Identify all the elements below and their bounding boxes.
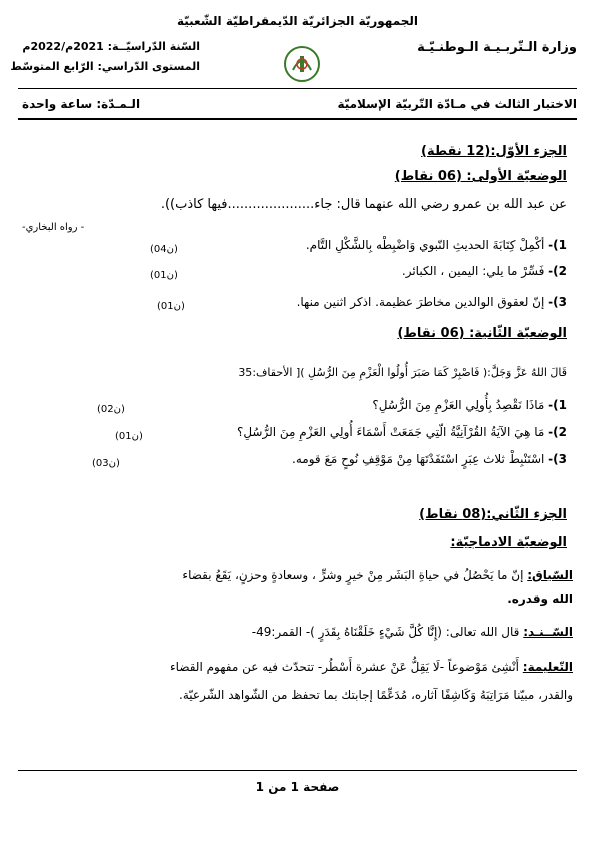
context-label: السّياق: — [527, 568, 573, 582]
s1-q3-text: إنّ لعقوق الوالدين مخاطرَ عظيمة. اذكر اثنين منها. — [296, 295, 545, 309]
exam-title: الاختبار الثالث في مـادّة التّربيّة الإسلاميّة — [337, 97, 577, 111]
situation1-title: الوضعيّة الأولى: (06 نقاط) — [394, 169, 567, 184]
s1-q2-number: 2)- — [548, 264, 567, 278]
part1-title: الجزء الأوّل:(12 نقطة) — [421, 144, 567, 159]
s2-q2-text: مَا هِيَ الآيَةُ القُرْآنِيَّةُ الّتِي جَمَعَتْ أَسْمَاءَ أُولِي العَزْمِ مِنَ الرُّسُلِ؟ — [236, 425, 545, 439]
s2-q3-text: اسْتَنْبِطْ ثلاث عِبَرٍ اسْتَفَدْتَهَا مِنْ مَوْقِفِ نُوحٍ مَعَ قومه. — [292, 452, 545, 466]
level-value: الرّابع المتوسّط — [10, 60, 94, 73]
s1-q3-number: 3)- — [548, 295, 567, 309]
support-label: السّــنـد: — [523, 625, 573, 639]
s2-q1-points: (02ن) — [97, 404, 125, 415]
s1-q3-points: (01ن) — [157, 301, 185, 312]
school-year — [20, 40, 200, 53]
s2-q2-points: (01ن) — [115, 431, 143, 442]
s2-q1-text: مَاذَا نَقْصِدُ بِأُولِي العَزْمِ مِنَ الرُّسُلِ؟ — [372, 398, 545, 412]
instruction-line-1 — [170, 660, 573, 674]
support-line — [252, 625, 573, 639]
emblem-logo-icon — [283, 44, 321, 84]
hadith-text: عن عبد الله بن عمرو رضي الله عنهما قال: جاء.....................فيها كاذب)). — [160, 197, 567, 212]
context-line-1 — [182, 568, 573, 582]
hadith-narrator: - رواه البخاري- — [22, 222, 85, 233]
s2-question-1 — [372, 398, 567, 412]
instruction-text: أَنْشِئ مَوْضوعاً -لَا يَقِلُّ عَنْ عشرة أَسْطُر- تتحدّث فيه عن مفهوم القضاء — [170, 660, 519, 674]
instruction-line-2: والقدر، مبيّنا مَرَاتِبَهُ وَكَاشِفًا آثاره، مُدَعِّمًا إجابتك بما تحفظ من الشّواهد الشّرعيّة. — [179, 688, 573, 702]
level-label: المستوى الدّراسي: — [97, 60, 200, 73]
support-text: قال الله تعالى: (إِنَّا كُلَّ شَيْءٍ خَلَقْنَاهُ بِقَدَرٍ )- القمر:49- — [251, 625, 520, 639]
school-year-value: 2021م/2022م — [22, 40, 104, 53]
footer-divider — [18, 770, 577, 771]
page-number: صفحة 1 من 1 — [255, 780, 340, 794]
s1-q1-points: (04ن) — [150, 244, 178, 255]
duration: الـمـدّة: ساعة واحدة — [22, 97, 141, 111]
header-divider-bottom — [18, 118, 577, 120]
context-text: إنّ ما يَحْصُلُ في حياةِ البَشَر مِنْ خيرٍ وشرٍّ ، وسعادةٍ وحزنٍ، يَقَعُ بقضاء — [182, 568, 524, 582]
s1-q2-text: فَسِّرْ ما يلي: اليمين ، الكبائر. — [401, 264, 545, 278]
s1-q1-text: أكْمِلْ كِتَابَةَ الحديثِ النّبوي وَاضْبِطْه بِالشَّكْلِ التَّام. — [305, 238, 545, 252]
s2-q3-number: 3)- — [548, 452, 567, 466]
s1-q2-points: (01ن) — [150, 270, 178, 281]
integrative-title: الوضعيّة الادماجيّة: — [450, 535, 567, 550]
s2-q3-points: (03ن) — [92, 458, 120, 469]
s2-question-3 — [292, 452, 567, 466]
s1-question-1 — [306, 238, 567, 252]
s1-question-3 — [297, 295, 567, 309]
s2-q1-number: 1)- — [548, 398, 567, 412]
s2-question-2 — [237, 425, 567, 439]
school-year-label: السّنة الدّراسيّــة: — [107, 40, 200, 53]
s2-q2-number: 2)- — [548, 425, 567, 439]
ministry-label: وزارة الـتّربـيـة الـوطنـيّـة — [417, 40, 577, 55]
situation2-title: الوضعيّة الثّانية: (06 نقاط) — [397, 326, 567, 341]
part2-title: الجزء الثّاني:(08 نقاط) — [419, 507, 567, 522]
verse-text: قَالَ اللهُ عَزَّ وَجَلَّ:( فَاصْبِرْ كَمَا صَبَرَ أُولُوا الْعَزْمِ مِنَ الرُّسُلِ )[ الأحقاف:35 — [238, 366, 567, 379]
level — [10, 60, 200, 73]
context-line-2: الله وقدره. — [507, 592, 573, 606]
header-divider-top — [18, 88, 577, 89]
s1-q1-number: 1)- — [548, 238, 567, 252]
s1-question-2 — [402, 264, 567, 278]
republic-title: الجمهوريّة الجزائريّة الدّيمقراطيّة الشّعبيّة — [176, 14, 419, 28]
instruction-label: التّعليمة: — [522, 660, 573, 674]
